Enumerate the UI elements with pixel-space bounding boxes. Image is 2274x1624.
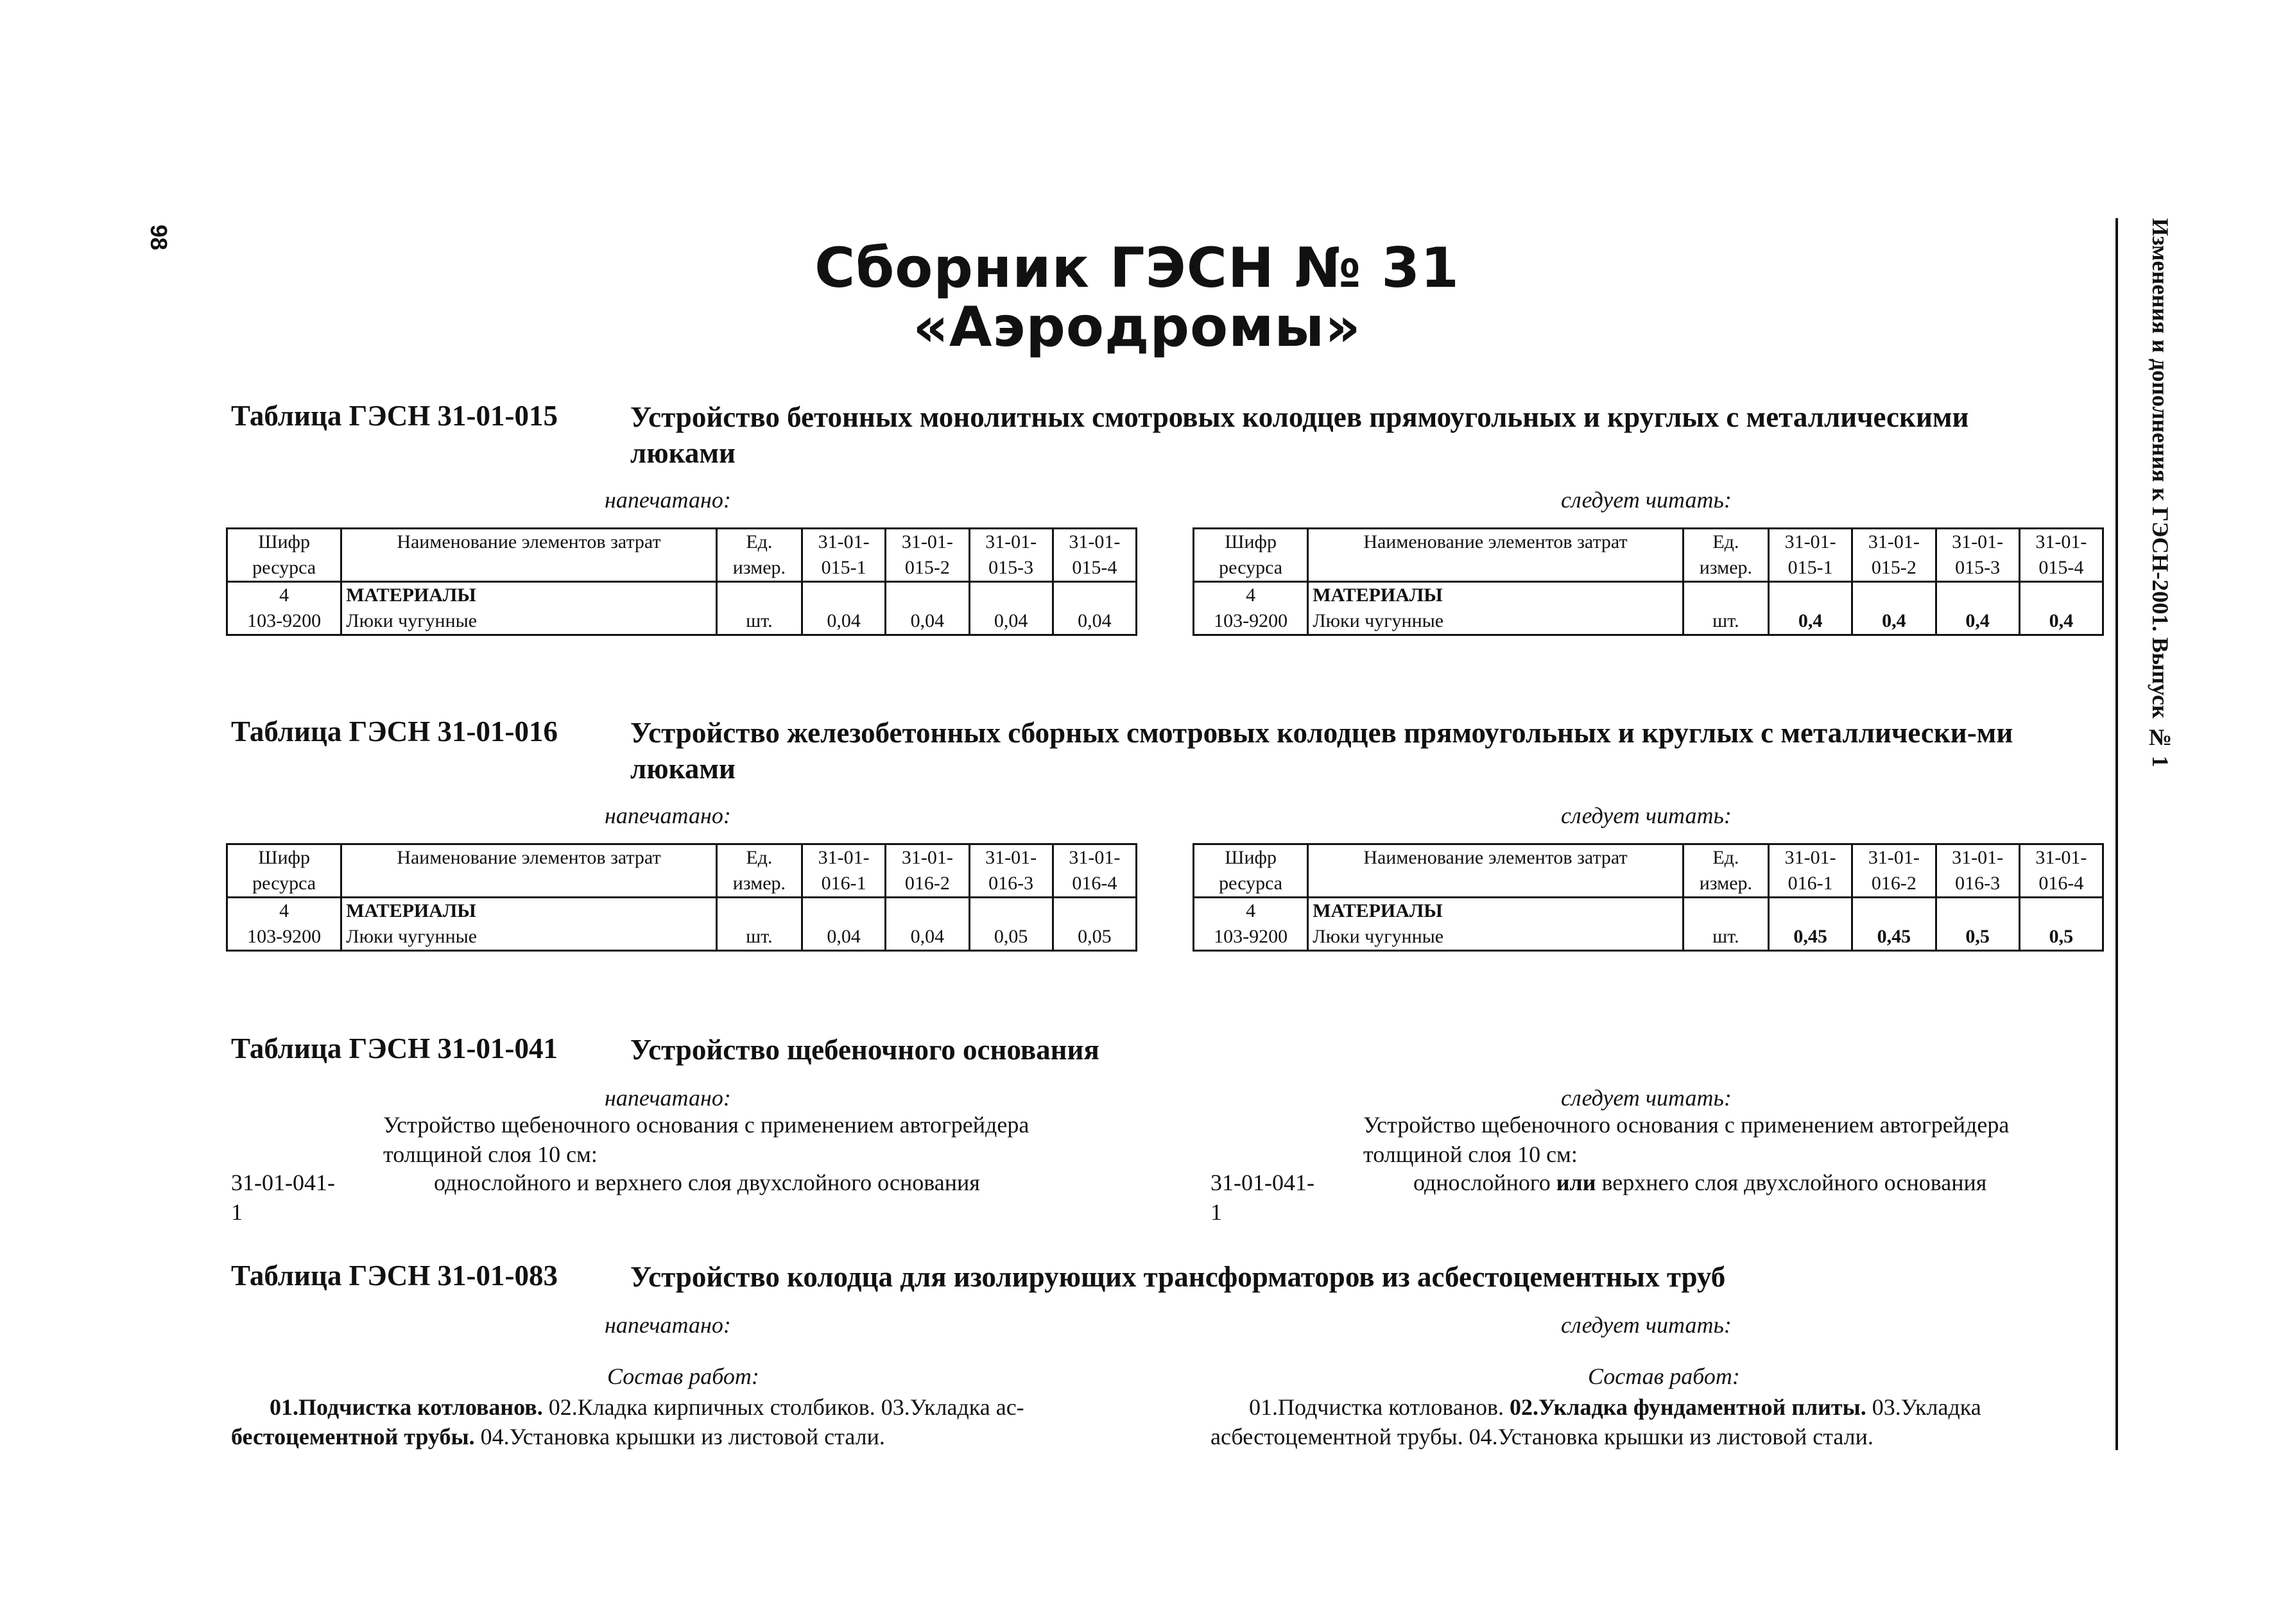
value-cell: 0,04 bbox=[1053, 608, 1136, 635]
table-015-read bbox=[1193, 527, 2104, 636]
hdr-name: Наименование элементов затрат bbox=[341, 529, 716, 582]
read-label-016: следует читать: bbox=[1561, 803, 1732, 828]
hdr-unit: измер. bbox=[1683, 555, 1768, 582]
hdr-col: 016-1 bbox=[1769, 871, 1852, 898]
hdr-col: 015-1 bbox=[1769, 555, 1852, 582]
printed-label-015: напечатано: bbox=[605, 487, 731, 513]
row-name: Люки чугунные bbox=[341, 608, 716, 635]
hdr-col: 015-3 bbox=[1936, 555, 2019, 582]
row-name: Люки чугунные bbox=[341, 924, 716, 951]
read-intro-1: Устройство щебеночного основания с применением автогрейдера bbox=[1363, 1112, 2010, 1138]
hdr-code: Шифр bbox=[227, 529, 341, 556]
table-015-heading: Устройство бетонных монолитных смотровых колодцев прямоугольных и круглых с металлическими люками bbox=[630, 401, 1969, 469]
value-cell: 0,4 bbox=[1936, 608, 2019, 635]
hdr-name: Наименование элементов затрат bbox=[341, 844, 716, 898]
value-cell: 0,04 bbox=[802, 924, 886, 951]
page-number: 98 bbox=[146, 225, 172, 251]
hdr-unit: измер. bbox=[1683, 871, 1768, 898]
side-rule bbox=[2115, 218, 2118, 1450]
hdr-col: 015-4 bbox=[2019, 555, 2103, 582]
table-083-heading: Устройство колодца для изолирующих трансформаторов из асбестоцементных труб bbox=[630, 1261, 1726, 1293]
hdr-unit: измер. bbox=[716, 555, 802, 582]
hdr-col: 31-01- bbox=[1936, 529, 2019, 556]
row-code: 103-9200 bbox=[1194, 924, 1308, 951]
hdr-unit: Ед. bbox=[716, 844, 802, 871]
hdr-code: Шифр bbox=[227, 844, 341, 871]
value-cell: 0,05 bbox=[969, 924, 1053, 951]
hdr-col: 016-3 bbox=[969, 871, 1053, 898]
hdr-col: 31-01- bbox=[1769, 844, 1852, 871]
hdr-col: 31-01- bbox=[1852, 529, 1936, 556]
hdr-col: 31-01- bbox=[886, 529, 969, 556]
hdr-col: 31-01- bbox=[2019, 529, 2103, 556]
read-works-label: Состав работ: bbox=[1588, 1363, 1740, 1389]
row-name: Люки чугунные bbox=[1308, 924, 1683, 951]
value-cell: 0,04 bbox=[886, 924, 969, 951]
read-label-041: следует читать: bbox=[1561, 1085, 1732, 1111]
value-cell: 0,04 bbox=[969, 608, 1053, 635]
table-016-label: Таблица ГЭСН 31-01-016 bbox=[231, 715, 558, 748]
row-unit: шт. bbox=[716, 924, 802, 951]
row-code: 103-9200 bbox=[1194, 608, 1308, 635]
row-unit: шт. bbox=[716, 608, 802, 635]
side-caption: Изменения и дополнения к ГЭСН-2001. Выпуск № 1 bbox=[2148, 218, 2173, 767]
hdr-code: ресурса bbox=[1194, 555, 1308, 582]
value-cell: 0,45 bbox=[1852, 924, 1936, 951]
read-intro-2: толщиной слоя 10 см: bbox=[1363, 1141, 1578, 1167]
printed-intro-1: Устройство щебеночного основания с применением автогрейдера bbox=[383, 1112, 1029, 1138]
value-cell: 0,4 bbox=[1769, 608, 1852, 635]
hdr-unit: Ед. bbox=[1683, 844, 1768, 871]
hdr-code: ресурса bbox=[227, 555, 341, 582]
group-name: МАТЕРИАЛЫ bbox=[341, 582, 716, 609]
read-code-suffix: 1 bbox=[1210, 1199, 1222, 1225]
value-cell: 0,4 bbox=[1852, 608, 1936, 635]
read-works-line-1: 01.Подчистка котлованов. 02.Укладка фундаментной плиты. 03.Укладка bbox=[1249, 1394, 1981, 1420]
hdr-col: 016-1 bbox=[802, 871, 886, 898]
hdr-col: 31-01- bbox=[886, 844, 969, 871]
hdr-col: 016-3 bbox=[1936, 871, 2019, 898]
hdr-code: ресурса bbox=[227, 871, 341, 898]
value-cell: 0,4 bbox=[2019, 608, 2103, 635]
hdr-col: 31-01- bbox=[802, 844, 886, 871]
value-cell: 0,05 bbox=[1053, 924, 1136, 951]
printed-variant: однослойного и верхнего слоя двухслойного основания bbox=[434, 1170, 980, 1195]
hdr-col: 015-1 bbox=[802, 555, 886, 582]
group-name: МАТЕРИАЛЫ bbox=[1308, 898, 1683, 925]
hdr-code: Шифр bbox=[1194, 844, 1308, 871]
table-083-label: Таблица ГЭСН 31-01-083 bbox=[231, 1260, 558, 1292]
hdr-col: 31-01- bbox=[969, 844, 1053, 871]
row-unit: шт. bbox=[1683, 608, 1768, 635]
value-cell: 0,04 bbox=[802, 608, 886, 635]
value-cell: 0,04 bbox=[886, 608, 969, 635]
hdr-col: 015-3 bbox=[969, 555, 1053, 582]
hdr-unit: Ед. bbox=[716, 529, 802, 556]
table-015-printed bbox=[226, 527, 1137, 636]
read-variant: однослойного или верхнего слоя двухслойного основания bbox=[1413, 1170, 1987, 1195]
table-016-read bbox=[1193, 843, 2104, 952]
printed-works-label: Состав работ: bbox=[607, 1363, 759, 1389]
hdr-unit: Ед. bbox=[1683, 529, 1768, 556]
hdr-name: Наименование элементов затрат bbox=[1308, 844, 1683, 898]
printed-label-083: напечатано: bbox=[605, 1312, 731, 1338]
collection-subtitle: «Аэродромы» bbox=[913, 295, 1361, 359]
collection-title: Сборник ГЭСН № 31 bbox=[814, 236, 1460, 300]
printed-works-line-1: 01.Подчистка котлованов. 02.Кладка кирпичных столбиков. 03.Укладка ас- bbox=[270, 1394, 1024, 1420]
hdr-col: 31-01- bbox=[1852, 844, 1936, 871]
printed-label-016: напечатано: bbox=[605, 803, 731, 828]
printed-code-suffix: 1 bbox=[231, 1199, 243, 1225]
table-016-heading: Устройство железобетонных сборных смотровых колодцев прямоугольных и круглых с металлически-ми люками bbox=[630, 717, 2013, 785]
value-cell: 0,45 bbox=[1769, 924, 1852, 951]
row-unit: шт. bbox=[1683, 924, 1768, 951]
printed-works-line-2: бестоцементной трубы. 04.Установка крышки из листовой стали. bbox=[231, 1424, 885, 1449]
hdr-col: 015-4 bbox=[1053, 555, 1136, 582]
hdr-col: 31-01- bbox=[969, 529, 1053, 556]
value-cell: 0,5 bbox=[2019, 924, 2103, 951]
row-name: Люки чугунные bbox=[1308, 608, 1683, 635]
hdr-col: 31-01- bbox=[1053, 529, 1136, 556]
row-code: 103-9200 bbox=[227, 608, 341, 635]
hdr-col: 015-2 bbox=[1852, 555, 1936, 582]
read-works-line-2: асбестоцементной трубы. 04.Установка крышки из листовой стали. bbox=[1210, 1424, 1873, 1449]
table-041-heading: Устройство щебеночного основания bbox=[630, 1034, 1099, 1066]
hdr-col: 31-01- bbox=[1936, 844, 2019, 871]
printed-code: 31-01-041- bbox=[231, 1170, 335, 1195]
group-name: МАТЕРИАЛЫ bbox=[341, 898, 716, 925]
read-code: 31-01-041- bbox=[1210, 1170, 1314, 1195]
hdr-col: 31-01- bbox=[802, 529, 886, 556]
hdr-col: 016-4 bbox=[1053, 871, 1136, 898]
hdr-col: 016-4 bbox=[2019, 871, 2103, 898]
group-code: 4 bbox=[1194, 582, 1308, 609]
hdr-code: Шифр bbox=[1194, 529, 1308, 556]
group-name: МАТЕРИАЛЫ bbox=[1308, 582, 1683, 609]
read-label-015: следует читать: bbox=[1561, 487, 1732, 513]
group-code: 4 bbox=[1194, 898, 1308, 925]
hdr-code: ресурса bbox=[1194, 871, 1308, 898]
read-variant-changed-word: или bbox=[1556, 1170, 1596, 1195]
group-code: 4 bbox=[227, 898, 341, 925]
row-code: 103-9200 bbox=[227, 924, 341, 951]
hdr-col: 016-2 bbox=[1852, 871, 1936, 898]
hdr-col: 31-01- bbox=[1053, 844, 1136, 871]
read-label-083: следует читать: bbox=[1561, 1312, 1732, 1338]
hdr-col: 015-2 bbox=[886, 555, 969, 582]
printed-intro-2: толщиной слоя 10 см: bbox=[383, 1141, 598, 1167]
value-cell: 0,5 bbox=[1936, 924, 2019, 951]
table-016-printed bbox=[226, 843, 1137, 952]
hdr-col: 31-01- bbox=[2019, 844, 2103, 871]
hdr-unit: измер. bbox=[716, 871, 802, 898]
hdr-col: 016-2 bbox=[886, 871, 969, 898]
table-015-label: Таблица ГЭСН 31-01-015 bbox=[231, 400, 558, 432]
group-code: 4 bbox=[227, 582, 341, 609]
printed-label-041: напечатано: bbox=[605, 1085, 731, 1111]
table-041-label: Таблица ГЭСН 31-01-041 bbox=[231, 1032, 558, 1064]
hdr-name: Наименование элементов затрат bbox=[1308, 529, 1683, 582]
hdr-col: 31-01- bbox=[1769, 529, 1852, 556]
